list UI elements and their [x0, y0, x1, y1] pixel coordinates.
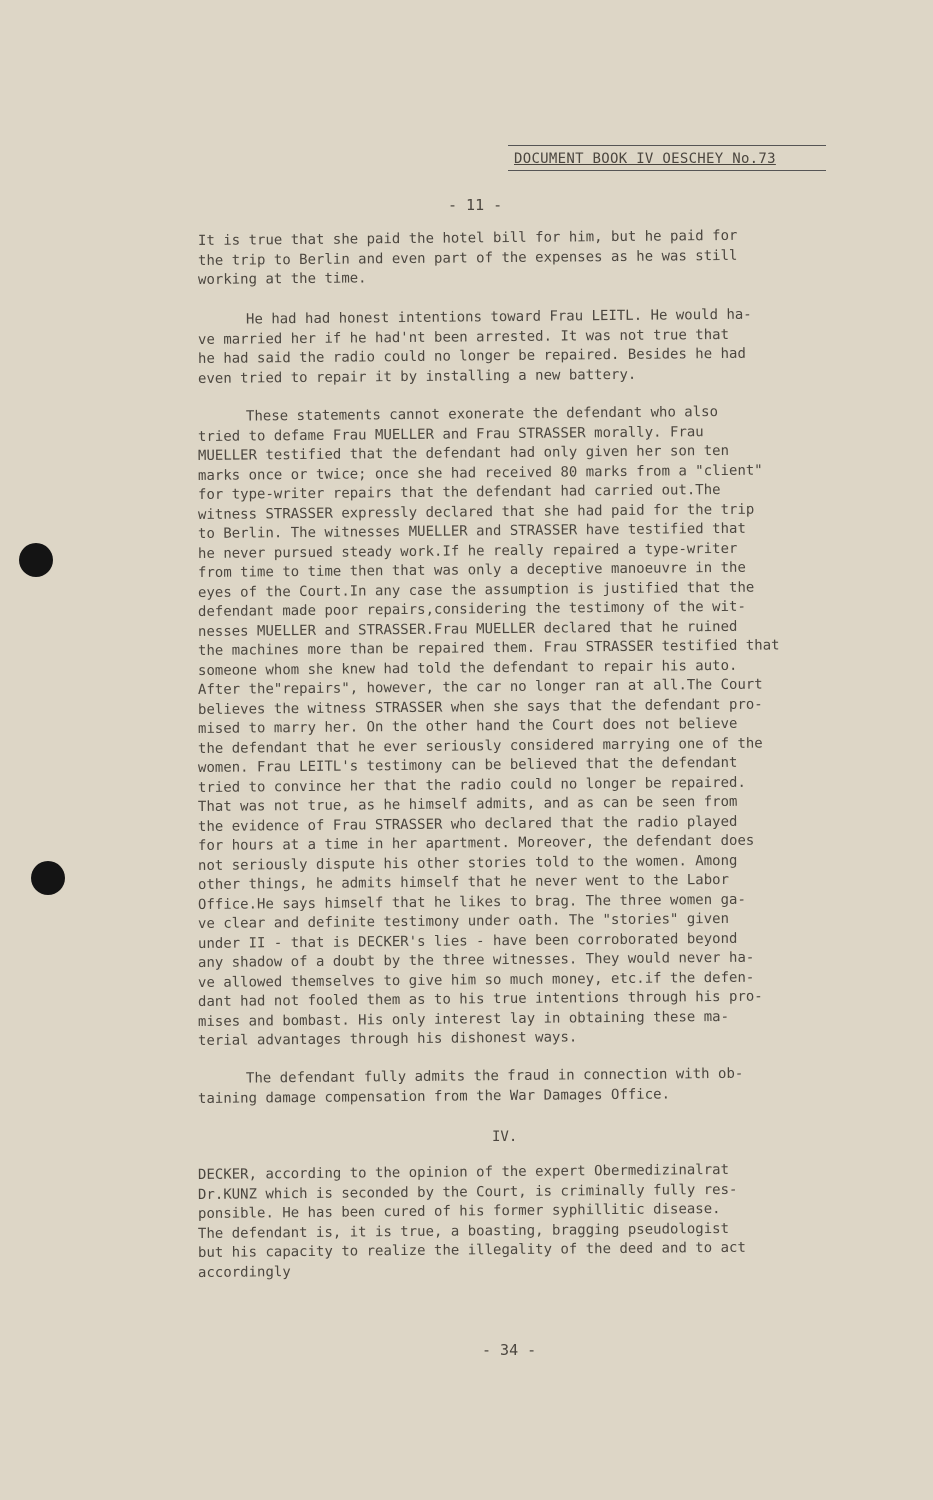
text-line: under II - that is DECKER's lies - have been corroborated beyond: [197, 930, 738, 952]
text-line: mises and bombast. His only interest lay in obtaining these ma-: [197, 1008, 730, 1030]
paragraph: [197, 306, 846, 389]
text-line: even tried to repair it by installing a new battery.: [197, 366, 637, 387]
text-line: That was not true, as he himself admits, and as can be seen from: [197, 793, 738, 815]
paragraph: [197, 1065, 846, 1109]
paragraph: [197, 404, 846, 1052]
text-line: These statements cannot exonerate the defendant who also: [245, 404, 719, 425]
text-line: someone whom she knew had told the defendant to repair his auto.: [197, 657, 738, 679]
text-line: the evidence of Frau STRASSER who declared that the radio played: [197, 813, 738, 835]
text-line: terial advantages through his dishonest ways.: [197, 1029, 578, 1049]
text-line: defendant made poor repairs,considering the testimony of the wit-: [197, 598, 746, 620]
text-line: The defendant is, it is true, a boasting, bragging pseudologist: [197, 1220, 730, 1242]
text-line: for hours at a time in her apartment. Moreover, the defendant does: [197, 832, 755, 854]
text-line: DECKER, according to the opinion of the expert Obermedizinalrat: [197, 1161, 730, 1183]
punch-hole: [19, 543, 53, 577]
text-line: other things, he admits himself that he never went to the Labor: [197, 871, 730, 893]
text-line: After the"repairs", however, the car no longer ran at all.The Court: [197, 676, 763, 698]
text-line: It is true that she paid the hotel bill for him, but he paid for: [197, 227, 738, 249]
punch-hole: [31, 861, 65, 895]
text-line: mised to marry her. On the other hand the Court does not believe: [197, 715, 738, 737]
text-line: the trip to Berlin and even part of the expenses as he was still: [197, 247, 738, 269]
document-reference: DOCUMENT BOOK IV OESCHEY No.73: [508, 145, 826, 171]
section-heading: IV.: [492, 1129, 518, 1145]
text-line: ve clear and definite testimony under oath. The "stories" given: [197, 910, 730, 932]
text-line: from time to time then that was only a deceptive manoeuvre in the: [197, 559, 746, 581]
text-line: to Berlin. The witnesses MUELLER and STRASSER have testified that: [197, 520, 746, 542]
bottom-page-number: - 34 -: [482, 1341, 537, 1359]
text-line: marks once or twice; once she had received 80 marks from a "client": [197, 462, 763, 484]
text-line: eyes of the Court.In any case the assumption is justified that the: [197, 579, 755, 601]
text-line: tried to convince her that the radio could no longer be repaired.: [197, 774, 746, 796]
text-line: witness STRASSER expressly declared that she had paid for the trip: [197, 501, 755, 523]
text-line: taining damage compensation from the War Damages Office.: [197, 1085, 671, 1107]
text-line: MUELLER testified that the defendant had only given her son ten: [197, 442, 730, 464]
top-page-number: - 11 -: [448, 196, 503, 214]
text-line: the machines more than be repaired them. Frau STRASSER testified that: [197, 637, 780, 659]
text-line: dant had not fooled them as to his true intentions through his pro-: [197, 988, 763, 1010]
text-line: Office.He says himself that he likes to brag. The three women ga-: [197, 891, 746, 913]
text-line: for type-writer repairs that the defendant had carried out.The: [197, 481, 721, 503]
paragraph: [197, 1161, 846, 1283]
text-line: he never pursued steady work.If he really repaired a type-writer: [197, 540, 738, 562]
text-line: the defendant that he ever seriously considered marrying one of the: [197, 735, 763, 757]
text-line: working at the time.: [197, 270, 367, 288]
text-line: women. Frau LEITL's testimony can be believed that the defendant: [197, 754, 738, 776]
text-line: not seriously dispute his other stories told to the women. Among: [197, 852, 738, 874]
text-line: accordingly: [197, 1263, 291, 1281]
text-line: he had said the radio could no longer be repaired. Besides he had: [197, 345, 746, 367]
text-line: ponsible. He has been cured of his former syphillitic disease.: [197, 1200, 721, 1222]
text-line: He had had honest intentions toward Frau LEITL. He would ha-: [245, 306, 752, 328]
paragraph: [197, 227, 846, 291]
text-line: nesses MUELLER and STRASSER.Frau MUELLER declared that he ruined: [197, 618, 738, 640]
text-line: any shadow of a doubt by the three witnesses. They would never ha-: [197, 949, 755, 971]
text-line: but his capacity to realize the illegality of the deed and to act: [197, 1239, 746, 1261]
text-line: The defendant fully admits the fraud in connection with ob-: [245, 1065, 744, 1087]
text-line: Dr.KUNZ which is seconded by the Court, is criminally fully res-: [197, 1181, 738, 1203]
text-line: ve married her if he had'nt been arrested. It was not true that: [197, 326, 730, 348]
text-line: tried to defame Frau MUELLER and Frau STRASSER morally. Frau: [197, 423, 704, 445]
text-line: believes the witness STRASSER when she says that the defendant pro-: [197, 696, 763, 718]
text-line: ve allowed themselves to give him so much money, etc.if the defen-: [197, 969, 755, 991]
